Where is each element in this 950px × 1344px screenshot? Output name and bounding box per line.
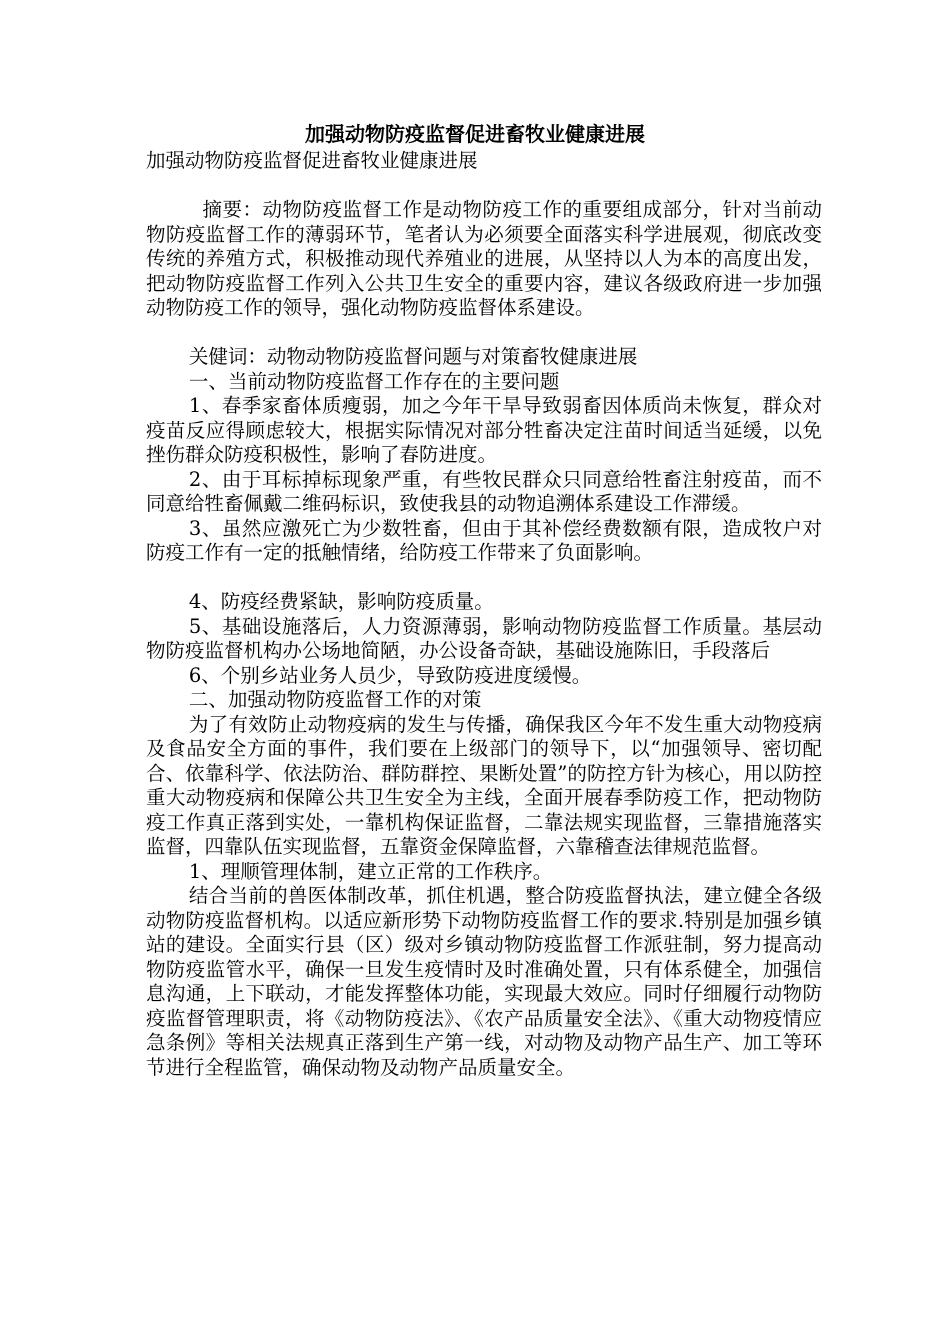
section-heading-2: 二、加强动物防疫监督工作的对策 bbox=[188, 688, 482, 711]
section-heading-1: 一、当前动物防疫监督工作存在的主要问题 bbox=[188, 369, 560, 393]
problem-item-6: 6、个别乡站业务人员少，导致防疫进度缓慢。 bbox=[188, 663, 592, 687]
blank-line bbox=[146, 566, 822, 591]
document-subtitle: 加强动物防疫监督促进畜牧业健康进展 bbox=[146, 149, 478, 172]
problem-item-1: 1、春季家畜体质瘦弱，加之今年干旱导致弱畜因体质尚未恢复，群众对疫苗反应得顾虑较大，根据实际情况对部分牲畜决定注苗时间适当延缓，以免挫伤群众防疫积极性，影响了春防进度。 bbox=[146, 394, 822, 466]
blank-line bbox=[146, 174, 822, 199]
document-title: 加强动物防疫监督促进畜牧业健康进展 bbox=[305, 122, 645, 146]
countermeasure-intro: 为了有效防止动物疫病的发生与传播，确保我区今年不发生重大动物疫病及食品安全方面的事件，我们要在上级部门的领导下，以“加强领导、密切配合、依靠科学、依法防治、群防群控、果断处置”的防控方针为核心，用以防控重大动物疫病和保障公共卫生安全为主线，全面开展春季防疫工作，把动物防疫工作真正落到实处，一靠机构保证监督，二靠法规实现监督，三靠措施落实监督，四靠队伍实现监督，五靠资金保障监督，六靠稽查法律规范监督。 bbox=[146, 712, 822, 858]
problem-item-2: 2、由于耳标掉标现象严重，有些牧民群众只同意给牲畜注射疫苗，而不同意给牲畜佩戴二维码标识，致使我县的动物追溯体系建设工作滞缓。 bbox=[146, 467, 822, 515]
abstract-paragraph: 摘要：动物防疫监督工作是动物防疫工作的重要组成部分，针对当前动物防疫监督工作的薄弱环节，笔者认为必须要全面落实科学进展观，彻底改变传统的养殖方式，积极推动现代养殖业的进展，从坚持以人为本的高度出发，把动物防疫监督工作列入公共卫生安全的重要内容，建议各级政府进一步加强动物防疫工作的领导，强化动物防疫监督体系建设。 bbox=[146, 198, 822, 319]
countermeasure-subheading-1: 1、理顺管理体制，建立正常的工作秩序。 bbox=[188, 859, 553, 883]
document-body bbox=[146, 149, 822, 1080]
problem-item-4: 4、防疫经费紧缺，影响防疫质量。 bbox=[188, 590, 494, 613]
problem-item-5: 5、基础设施落后，人力资源薄弱，影响动物防疫监督工作质量。基层动物防疫监督机构办公场地简陋，办公设备奇缺，基础设施陈旧，手段落后 bbox=[146, 614, 822, 662]
problem-item-3: 3、虽然应激死亡为少数牲畜，但由于其补偿经费数额有限，造成牧户对防疫工作有一定的抵触情绪，给防疫工作带来了负面影响。 bbox=[146, 516, 822, 564]
blank-line bbox=[146, 321, 822, 346]
keywords-line: 关健词：动物动物防疫监督问题与对策畜牧健康进展 bbox=[188, 345, 638, 368]
countermeasure-body-1: 结合当前的兽医体制改革，抓住机遇，整合防疫监督执法，建立健全各级动物防疫监督机构。以适应新形势下动物防疫监督工作的要求.特别是加强乡镇站的建设。全面实行县（区）级对乡镇动物防疫监督工作派驻制，努力提高动物防疫监管水平，确保一旦发生疫情时及时准确处置，只有体系健全，加强信息沟通，上下联动，才能发挥整体功能，实现最大效应。同时仔细履行动物防疫监督管理职责，将《动物防疫法》、《农产品质量安全法》、《重大动物疫情应急条例》等相关法规真正落到生产第一线，对动物及动物产品生产、加工等环节进行全程监管，确保动物及动物产品质量安全。 bbox=[146, 884, 822, 1079]
